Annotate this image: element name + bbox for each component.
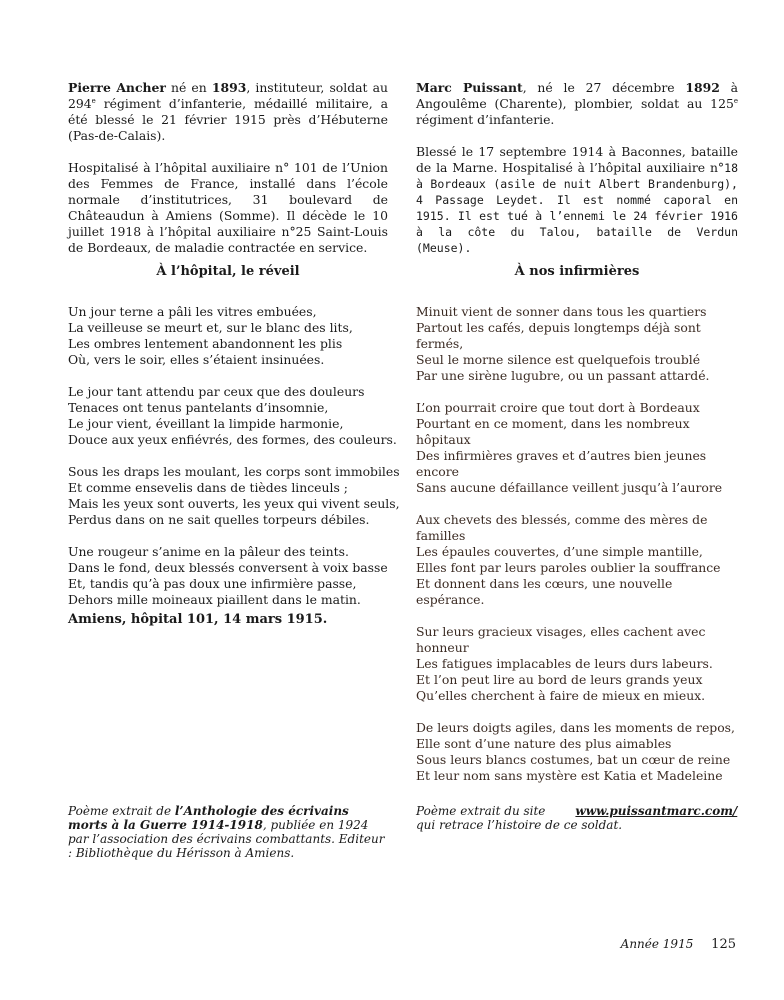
stanza xyxy=(416,720,738,784)
poem-line: Par une sirène lugubre, ou un passant attardé. xyxy=(416,368,710,383)
bio-hospital-paragraph: Hospitalisé à l’hôpital auxiliaire n° 101 de l’Union des Femmes de France, installé dans l’école normale d’institutrices, 31 boulevard de Châteaudun à Amiens (Somme). Il décède le 10 juillet 1918 à l’hôpital auxiliaire n°25 Saint-Louis de Bordeaux, de maladie contractée en service. xyxy=(68,160,388,255)
bio-text: à Angoulême (Charente), plombier, soldat au 125 xyxy=(416,80,738,111)
bio-text: régiment d’infanterie. xyxy=(416,112,555,127)
poem-line: Tenaces ont tenus pantelants d’insomnie, xyxy=(68,400,329,415)
poem-title: À nos infirmières xyxy=(514,264,640,279)
bio-name: Pierre Ancher xyxy=(68,80,166,95)
poem-line: Douce aux yeux enfiévrés, des formes, des couleurs. xyxy=(68,432,397,447)
poem-line: Dans le fond, deux blessés conversent à voix basse xyxy=(68,560,388,575)
poem-line: Où, vers le soir, elles s’étaient insinuées. xyxy=(68,352,325,367)
stanza xyxy=(68,544,388,608)
poem-line: L’on pourrait croire que tout dort à Bordeaux xyxy=(416,400,700,415)
stanza xyxy=(68,384,397,448)
anthology-title: l’Anthologie des écrivains morts à la Guerre 1914-1918 xyxy=(68,804,349,832)
poem-line: Elle sont d’une nature des plus aimables xyxy=(416,736,672,751)
poem-line: Seul le morne silence est quelquefois troublé xyxy=(416,352,701,367)
poem-line: La veilleuse se meurt et, sur le blanc des lits, xyxy=(68,320,353,335)
stanza xyxy=(416,304,738,384)
poem-line: Elles font par leurs paroles oublier la souffrance xyxy=(416,560,721,575)
poem-line: Sur leurs gracieux visages, elles cachent avec honneur xyxy=(416,624,706,655)
stanza xyxy=(416,624,738,704)
poem-line: Mais les yeux sont ouverts, les yeux qui vivent seuls, xyxy=(68,496,400,511)
left-column xyxy=(68,80,400,627)
poem-line: Et, tandis qu’à pas doux une infirmière passe, xyxy=(68,576,357,591)
poem-line: Partout les cafés, depuis longtemps déjà sont fermés, xyxy=(416,320,701,351)
bio-year: 1893 xyxy=(211,80,247,95)
bio-hospital-paragraph xyxy=(416,144,738,256)
bio-year: 1892 xyxy=(685,80,720,95)
poem-line: Les fatigues implacables de leurs durs labeurs. xyxy=(416,656,713,671)
poem-credit-right xyxy=(416,804,746,832)
superscript: e xyxy=(733,96,738,105)
poem-line: Le jour vient, éveillant la limpide harmonie, xyxy=(68,416,344,431)
poem-line: Un jour terne a pâli les vitres embuées, xyxy=(68,304,317,319)
bio-text-mono: 18 à Bordeaux (asile de nuit Albert Brandenburg), 4 Passage Leydet. Il est nommé caporal en 1915. Il est tué à l’ennemi le 24 février 1916 à la côte du Talou, bataille de Verdun (Meuse). xyxy=(416,161,738,255)
poem-line: Perdus dans on ne sait quelles torpeurs débiles. xyxy=(68,512,370,527)
page-footer xyxy=(621,937,736,952)
poem-title: À l’hôpital, le réveil xyxy=(156,264,300,279)
poem-line: Une rougeur s’anime en la pâleur des teints. xyxy=(68,544,349,559)
poem-line: Dehors mille moineaux piaillent dans le matin. xyxy=(68,592,361,607)
poem-line: Et comme ensevelis dans de tièdes linceuls ; xyxy=(68,480,348,495)
bio-pierre-ancher xyxy=(68,80,388,144)
poem-line: Le jour tant attendu par ceux que des douleurs xyxy=(68,384,365,399)
stanza xyxy=(416,512,738,608)
stanza xyxy=(416,400,738,496)
poem-line: Et leur nom sans mystère est Katia et Madeleine xyxy=(416,768,723,783)
credit-text: qui retrace l’histoire de ce soldat. xyxy=(416,818,623,832)
credit-text: , publiée en 1924 par l’association des écrivains combattants. Editeur : Bibliothèque du Hérisson à Amiens. xyxy=(68,818,385,860)
stanza xyxy=(68,464,400,528)
poem-right xyxy=(416,304,738,800)
poem-credit-left xyxy=(68,804,388,860)
poem-line: Sous leurs blancs costumes, bat un cœur de reine xyxy=(416,752,731,767)
bio-text: , né le 27 décembre xyxy=(522,80,686,95)
poem-line: Qu’elles cherchent à faire de mieux en mieux. xyxy=(416,688,706,703)
running-footer-year: Année 1915 xyxy=(620,937,694,951)
bio-text: , instituteur, soldat au 294 xyxy=(68,80,388,111)
bio-text: régiment d’infanterie, médaillé militaire, a été blessé le 21 février 1915 près d’Hébuterne (Pas-de-Calais). xyxy=(68,96,388,143)
bio-text: Blessé le 17 septembre 1914 à Baconnes, bataille de la Marne. Hospitalisé à l’hôpital auxiliaire n° xyxy=(416,144,738,175)
credit-text: Poème extrait de xyxy=(68,804,175,818)
poem-line: Sans aucune défaillance veillent jusqu’à l’aurore xyxy=(416,480,723,495)
poem-line: Pourtant en ce moment, dans les nombreux hôpitaux xyxy=(416,416,690,447)
credit-text: Poème extrait du site xyxy=(416,804,546,818)
superscript: e xyxy=(91,96,96,105)
bio-name: Marc Puissant xyxy=(416,80,523,95)
poem-line: Aux chevets des blessés, comme des mères de familles xyxy=(416,512,708,543)
page-number: 125 xyxy=(711,937,736,952)
site-link[interactable]: www.puissantmarc.com/ xyxy=(575,804,738,818)
poem-left xyxy=(68,304,400,624)
poem-line: Les épaules couvertes, d’une simple mantille, xyxy=(416,544,703,559)
bio-text: né en xyxy=(165,80,212,95)
poem-line: Minuit vient de sonner dans tous les quartiers xyxy=(416,304,707,319)
poem-signature: Amiens, hôpital 101, 14 mars 1915. xyxy=(68,612,328,627)
poem-line: Et donnent dans les cœurs, une nouvelle espérance. xyxy=(416,576,673,607)
right-column xyxy=(416,80,738,783)
poem-line: Sous les draps les moulant, les corps sont immobiles xyxy=(68,464,400,479)
stanza xyxy=(68,304,388,368)
poem-line: Et l’on peut lire au bord de leurs grands yeux xyxy=(416,672,703,687)
poem-line: De leurs doigts agiles, dans les moments de repos, xyxy=(416,720,735,735)
bio-marc-puissant xyxy=(416,80,738,128)
poem-line: Des infirmières graves et d’autres bien jeunes encore xyxy=(416,448,707,479)
poem-line: Les ombres lentement abandonnent les plis xyxy=(68,336,343,351)
